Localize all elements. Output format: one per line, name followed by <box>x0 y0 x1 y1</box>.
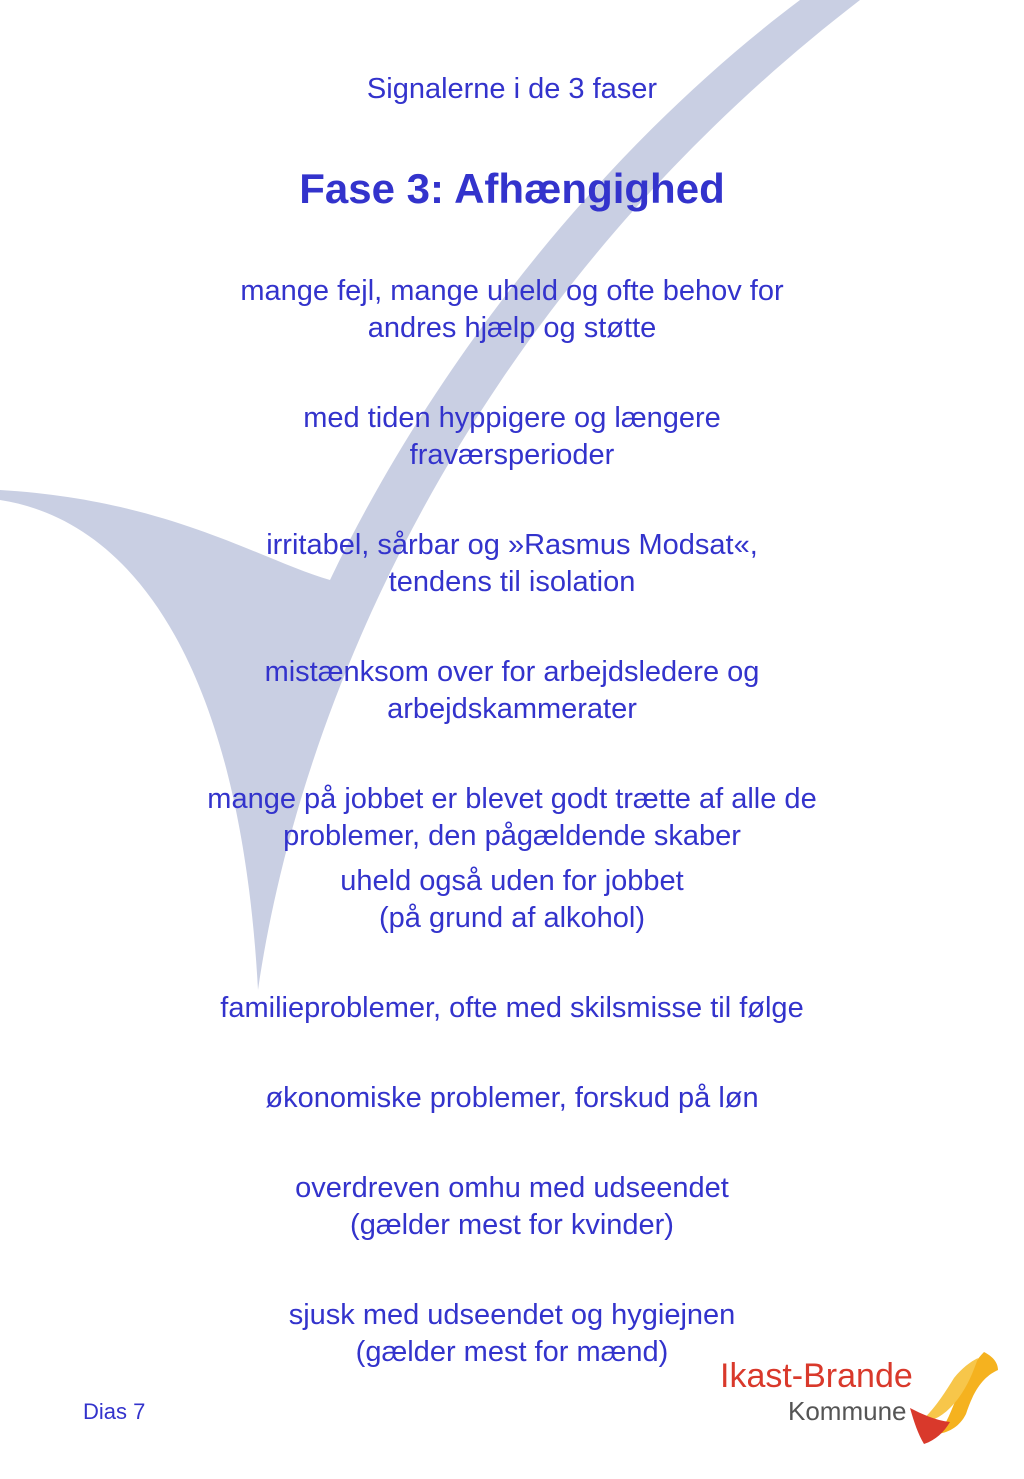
logo-flame-icon <box>880 1348 1002 1446</box>
slide-subtitle: Signalerne i de 3 faser <box>366 73 658 105</box>
signal-item-line: familieproblemer, ofte med skilsmisse til følge <box>220 992 804 1024</box>
signal-item-line: fraværsperioder <box>409 439 615 471</box>
signal-item <box>0 654 1024 728</box>
signal-item <box>0 863 1024 937</box>
signal-item-line: tendens til isolation <box>388 566 636 598</box>
signal-item-line: (gælder mest for mænd) <box>355 1336 669 1368</box>
slide-title: Fase 3: Afhængighed <box>299 165 725 212</box>
signal-item-line: mange fejl, mange uheld og ofte behov for <box>240 275 784 307</box>
signal-item-line: arbejdskammerater <box>387 693 637 725</box>
ikast-brande-logo <box>712 1346 1002 1446</box>
signal-item-line: andres hjælp og støtte <box>367 312 657 344</box>
signal-item <box>0 273 1024 347</box>
signal-item-line: (gælder mest for kvinder) <box>350 1209 674 1241</box>
signal-item <box>0 990 1024 1027</box>
signal-item <box>0 1080 1024 1117</box>
signal-item <box>0 781 1024 855</box>
signal-item-line: uheld også uden for jobbet <box>340 865 684 897</box>
logo-name: Ikast-Brande <box>720 1357 913 1395</box>
signal-item <box>0 1170 1024 1244</box>
signal-item <box>0 400 1024 474</box>
signal-item-line: økonomiske problemer, forskud på løn <box>265 1082 759 1114</box>
slide-number: Dias 7 <box>83 1399 146 1424</box>
signal-item <box>0 527 1024 601</box>
signal-item-line: overdreven omhu med udseendet <box>295 1172 729 1204</box>
signal-item-line: irritabel, sårbar og »Rasmus Modsat«, <box>266 529 758 561</box>
signal-item-line: mistænksom over for arbejdsledere og <box>264 656 760 688</box>
signal-item-line: mange på jobbet er blevet godt trætte af alle de <box>207 783 817 815</box>
signal-item-line: problemer, den pågældende skaber <box>283 820 741 852</box>
signal-item-line: sjusk med udseendet og hygiejnen <box>288 1299 736 1331</box>
signal-item-line: med tiden hyppigere og længere <box>303 402 721 434</box>
signal-item-line: (på grund af alkohol) <box>379 902 645 934</box>
logo-subtitle: Kommune <box>788 1396 907 1426</box>
